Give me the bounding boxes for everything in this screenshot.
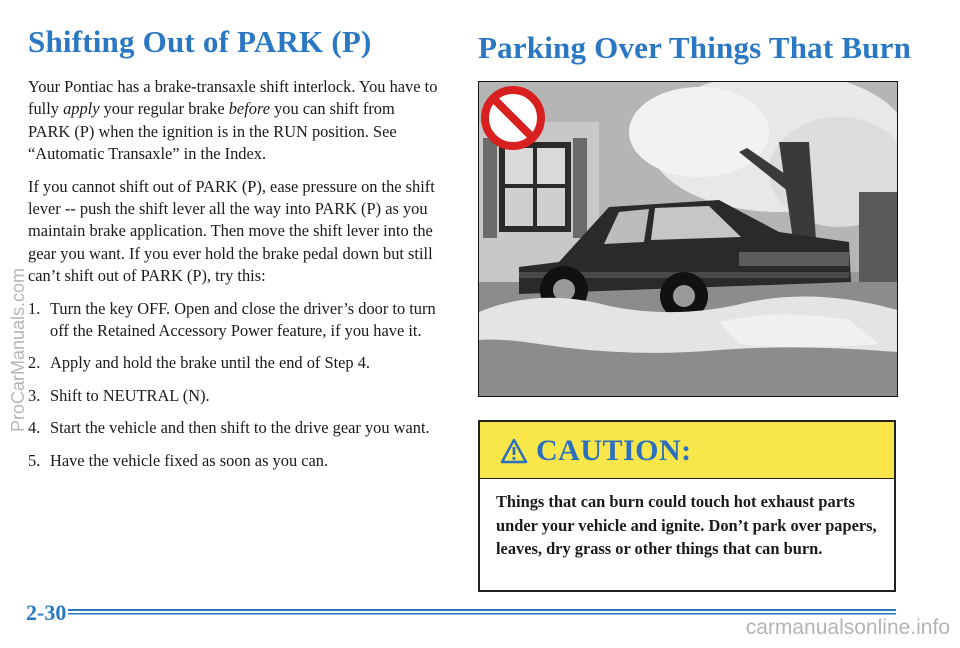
section-heading-parking-over-things-that-burn: Parking Over Things That Burn [478, 30, 912, 65]
warning-triangle-icon [500, 438, 528, 464]
step-text: Shift to NEUTRAL (N). [50, 385, 210, 405]
watermark-bottom: carmanualsonline.info [745, 616, 950, 639]
step-number: 3. [28, 385, 41, 405]
emphasis-text: apply [63, 99, 100, 119]
step-number: 5. [28, 450, 41, 470]
step-item [28, 385, 438, 407]
step-text: Start the vehicle and then shift to the drive gear you want. [50, 418, 430, 438]
step-number: 4. [28, 418, 41, 438]
emphasis-text: before [228, 99, 270, 119]
step-number: 1. [28, 298, 41, 318]
cannot-shift-paragraph: If you cannot shift out of PARK (P), ease pressure on the shift lever -- push the shift lever all the way into PARK (P) as you maintain brake application. Then move the shift lever into the gear you want. If you ever hold the brake pedal down but still can’t shift out of PARK (P), try this: [28, 176, 435, 286]
step-text: Apply and hold the brake until the end of Step 4. [50, 353, 371, 373]
step-item [28, 417, 438, 439]
parked-car-illustration [478, 81, 898, 397]
step-item [28, 352, 438, 374]
caution-box [478, 420, 896, 592]
caution-label: CAUTION: [536, 434, 692, 467]
paragraph-text: Your Pontiac has a brake-transaxle shift interlock. You have to fully [28, 77, 438, 119]
caution-header-band [480, 422, 894, 479]
paragraph-text: you can shift from PARK (P) when the ignition is in the RUN position. See “Automatic Transaxle” in the Index. [28, 99, 397, 164]
paragraph-text: your regular brake [99, 99, 229, 119]
footer-rule [68, 609, 896, 615]
step-item [28, 450, 438, 472]
step-text: Have the vehicle fixed as soon as you can. [50, 450, 329, 470]
section-heading-shifting-out-of-park: Shifting Out of PARK (P) [28, 24, 372, 59]
step-number: 2. [28, 353, 41, 373]
caution-text: Things that can burn could touch hot exhaust parts under your vehicle and ignite. Don’t park over papers, leaves, dry grass or other things that can burn. [496, 492, 877, 558]
no-symbol-icon [485, 90, 541, 146]
watermark-side: ProCarManuals.com [8, 267, 28, 433]
steps-list [28, 298, 438, 472]
left-column-body [28, 76, 438, 482]
step-item [28, 298, 438, 343]
step-text: Turn the key OFF. Open and close the driver’s door to turn off the Retained Accessory Power feature, if you have it. [50, 298, 436, 341]
page-number: 2-30 [26, 600, 67, 625]
interlock-paragraph [28, 76, 438, 166]
